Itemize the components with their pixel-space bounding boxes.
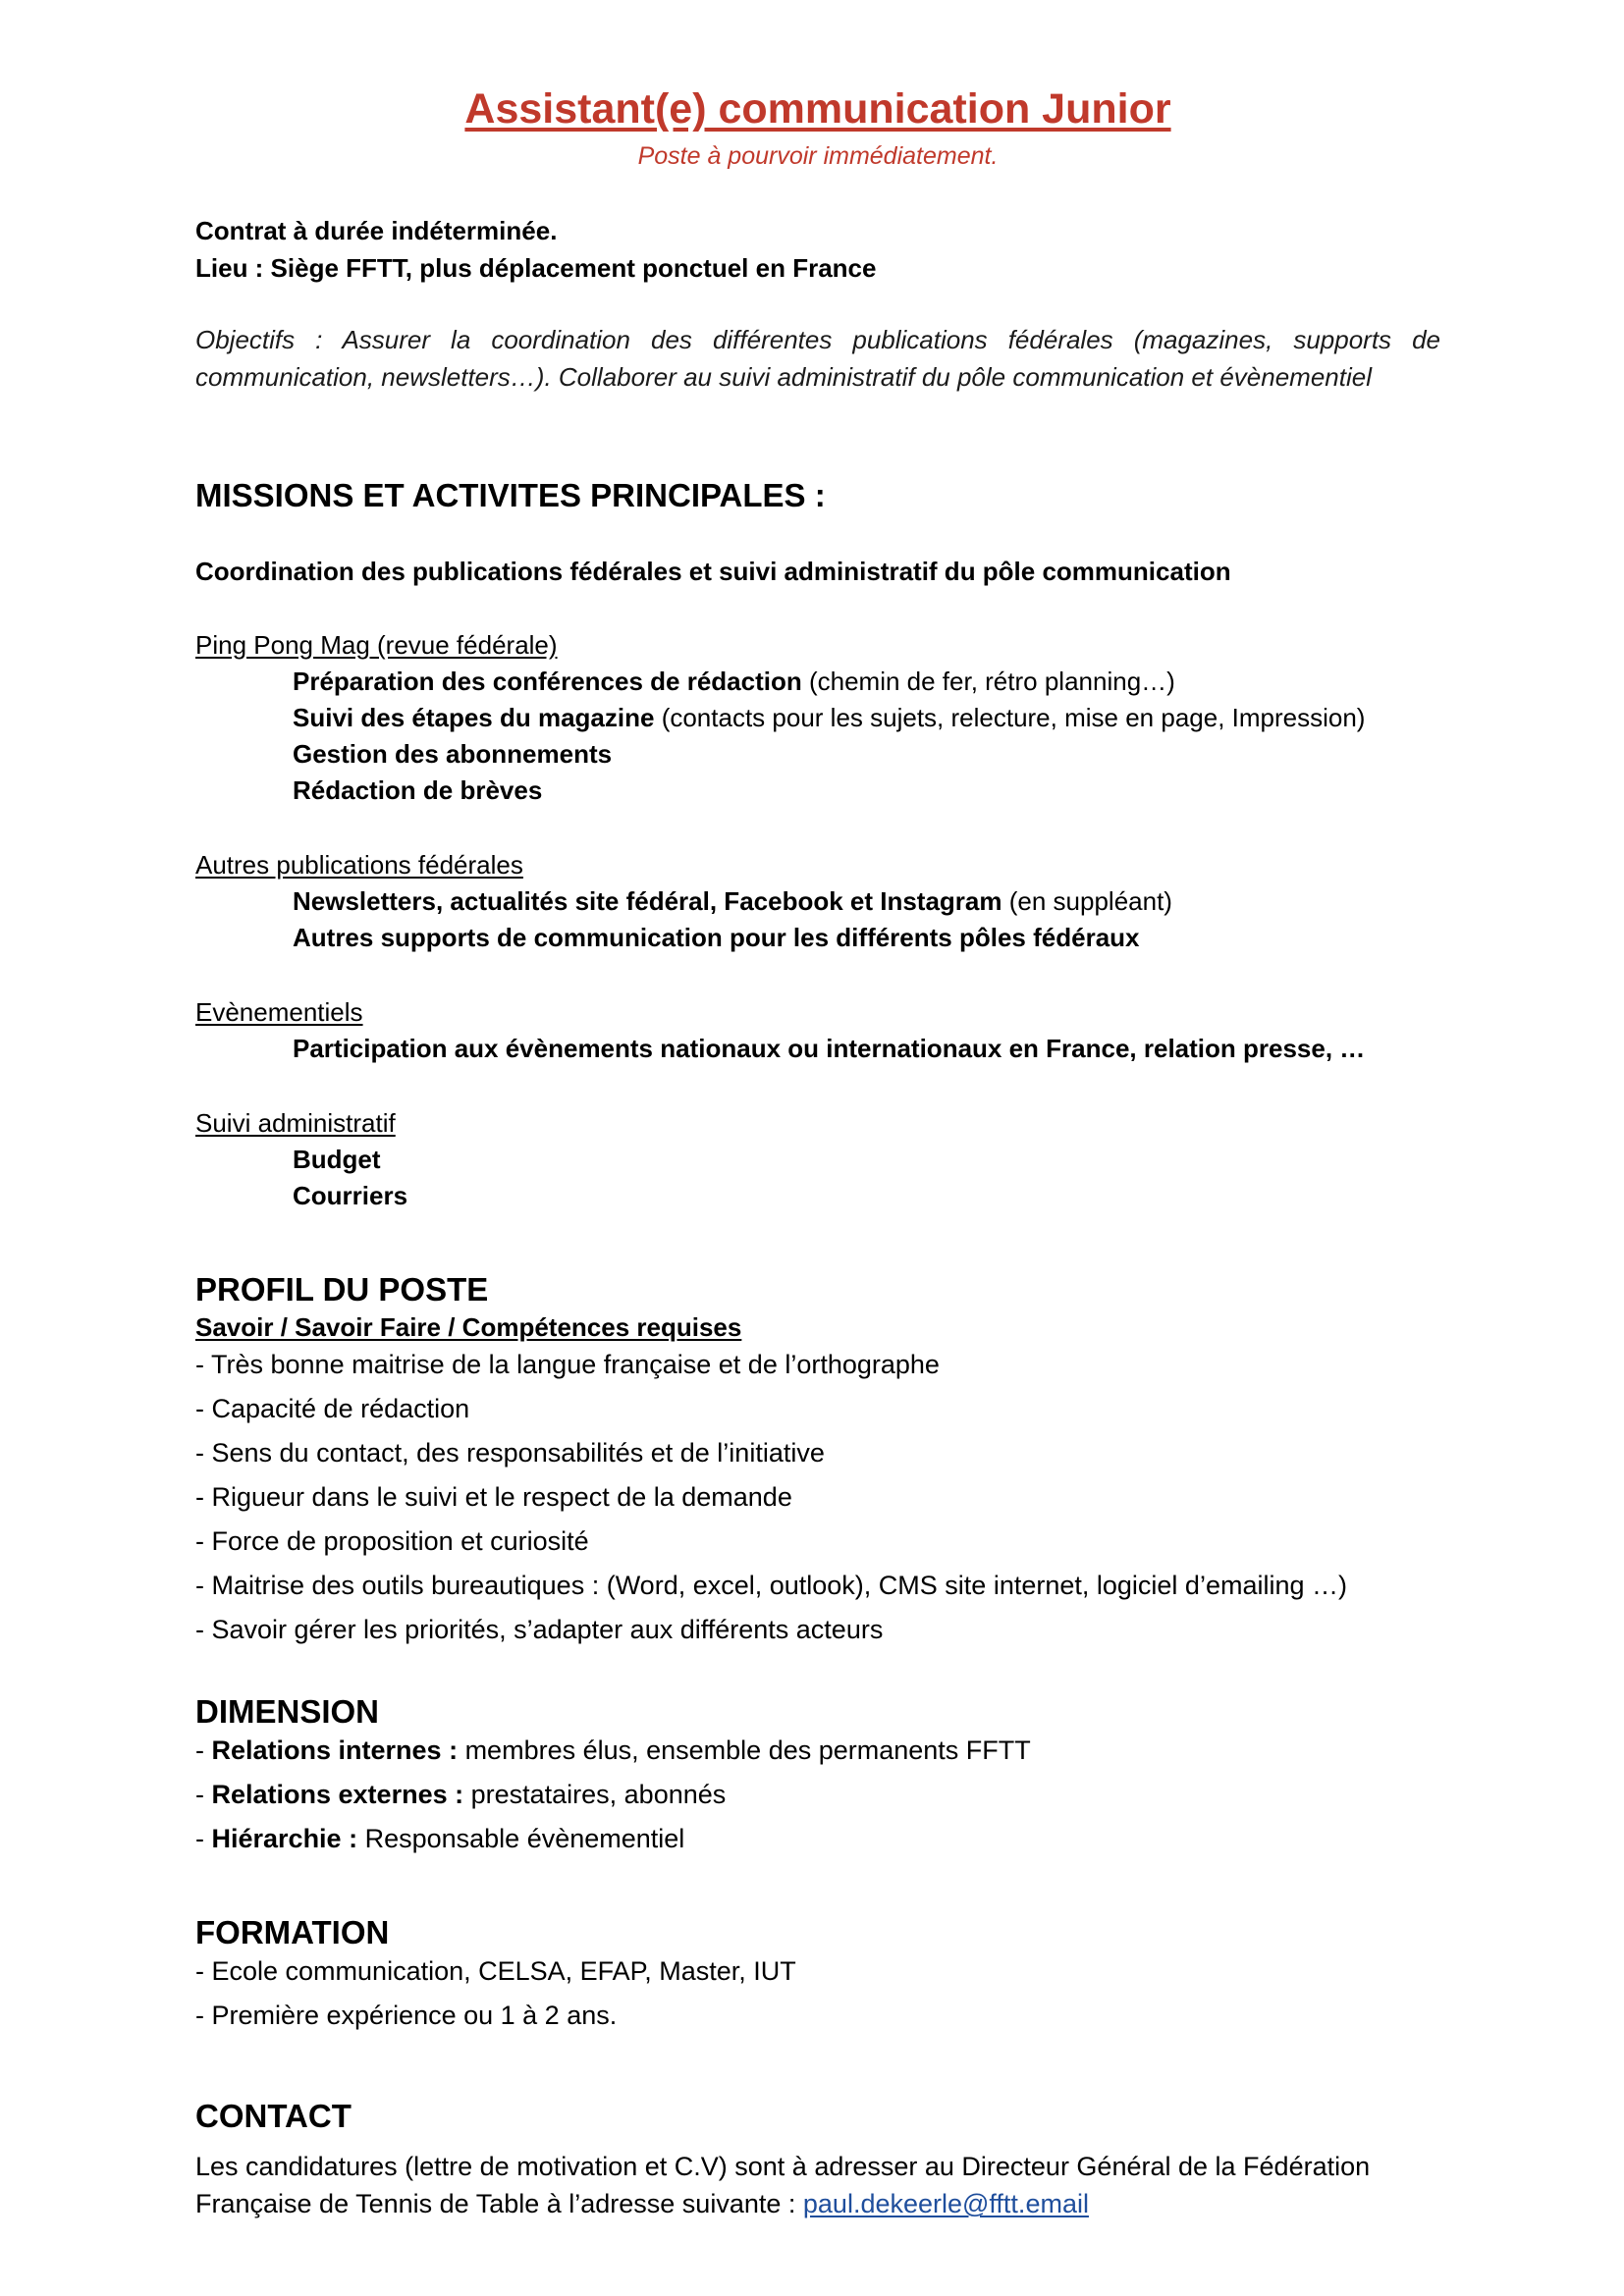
list-item: - Sens du contact, des responsabilités et de l’initiative <box>195 1438 825 1468</box>
list-item: Autres supports de communication pour les différents pôles fédéraux <box>293 923 1140 952</box>
list-item: Courriers <box>293 1181 408 1210</box>
contact-heading: CONTACT <box>195 2098 352 2134</box>
list-item: Gestion des abonnements <box>293 739 613 769</box>
list-item: - Très bonne maitrise de la langue française et de l’orthographe <box>195 1350 940 1379</box>
list-item: - Ecole communication, CELSA, EFAP, Master, IUT <box>195 1956 796 1986</box>
formation-heading: FORMATION <box>195 1914 390 1950</box>
list-item: Participation aux évènements nationaux ou internationaux en France, relation presse, … <box>293 1034 1366 1063</box>
job-location: Lieu : Siège FFTT, plus déplacement ponctuel en France <box>195 253 877 283</box>
contact-email-link[interactable]: paul.dekeerle@fftt.email <box>802 2189 1089 2218</box>
missions-subheading: Coordination des publications fédérales et suivi administratif du pôle communication <box>195 557 1231 586</box>
dimension-heading: DIMENSION <box>195 1693 380 1730</box>
list-item: Rédaction de brèves <box>293 775 543 805</box>
list-item: Suivi des étapes du magazine (contacts pour les sujets, relecture, mise en page, Impression) <box>293 703 1366 732</box>
list-item: - Rigueur dans le suivi et le respect de la demande <box>195 1482 792 1512</box>
group-title-suivi-administratif: Suivi administratif <box>195 1108 396 1138</box>
page-subtitle: Poste à pourvoir immédiatement. <box>637 142 999 170</box>
group-title-ping-pong-mag: Ping Pong Mag (revue fédérale) <box>195 630 558 660</box>
contact-paragraph <box>195 2148 1440 2222</box>
list-item: - Relations internes : membres élus, ensemble des permanents FFTT <box>195 1735 1031 1765</box>
list-item: Préparation des conférences de rédaction (chemin de fer, rétro planning…) <box>293 667 1175 696</box>
missions-heading: MISSIONS ET ACTIVITES PRINCIPALES : <box>195 477 826 513</box>
contact-text-line-2: Française de Tennis de Table à l’adresse suivante : paul.dekeerle@fftt.email <box>195 2189 1089 2218</box>
objectives-paragraph: Objectifs : Assurer la coordination des différentes publications fédérales (magazines, supports de communication, newsletters…). Collaborer au suivi administratif du pôle communication et évènementiel <box>195 325 1440 392</box>
list-item: - Relations externes : prestataires, abonnés <box>195 1780 727 1809</box>
page-title: Assistant(e) communication Junior <box>464 85 1171 133</box>
profil-heading: PROFIL DU POSTE <box>195 1271 489 1308</box>
contact-text-line-1: Les candidatures (lettre de motivation et C.V) sont à adresser au Directeur Général de la Fédération <box>195 2152 1371 2181</box>
list-item: - Savoir gérer les priorités, s’adapter aux différents acteurs <box>195 1615 884 1644</box>
list-item: - Première expérience ou 1 à 2 ans. <box>195 2001 618 2030</box>
list-item: - Capacité de rédaction <box>195 1394 470 1423</box>
list-item: - Hiérarchie : Responsable évènementiel <box>195 1824 685 1853</box>
list-item: - Force de proposition et curiosité <box>195 1526 589 1556</box>
list-item: Budget <box>293 1145 381 1174</box>
profil-subheading: Savoir / Savoir Faire / Compétences requises <box>195 1312 742 1342</box>
group-title-evenementiels: Evènementiels <box>195 997 363 1027</box>
list-item: - Maitrise des outils bureautiques : (Word, excel, outlook), CMS site internet, logiciel d’emailing …) <box>195 1571 1347 1600</box>
contract-type: Contrat à durée indéterminée. <box>195 216 558 245</box>
group-title-autres-publications: Autres publications fédérales <box>195 850 523 880</box>
list-item: Newsletters, actualités site fédéral, Facebook et Instagram (en suppléant) <box>293 886 1172 916</box>
